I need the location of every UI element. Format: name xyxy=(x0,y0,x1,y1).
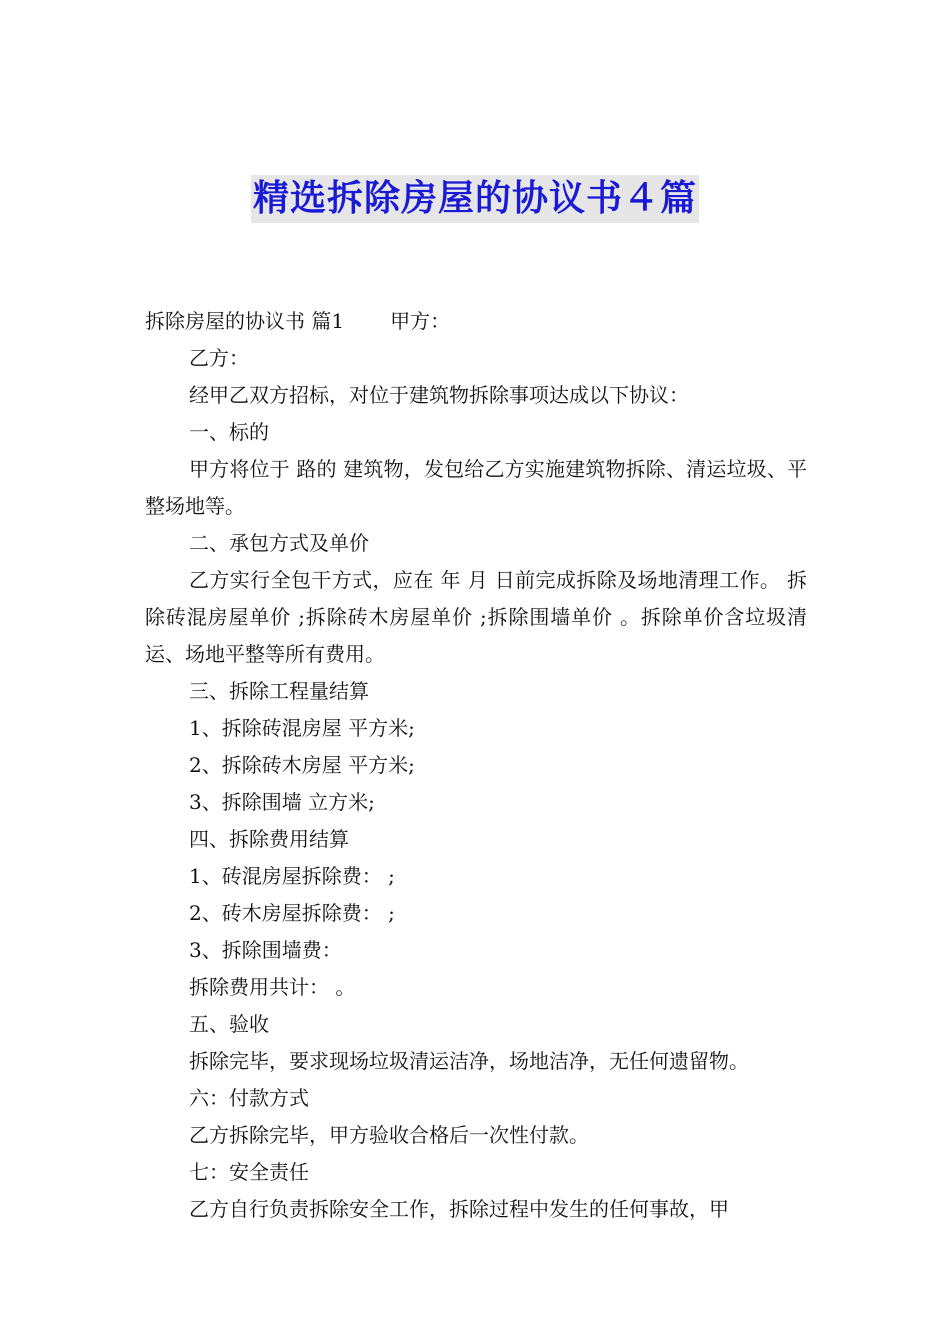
heading-contract-method: 二、承包方式及单价 xyxy=(189,531,369,555)
heading-acceptance: 五、验收 xyxy=(189,1012,269,1036)
heading-cost: 四、拆除费用结算 xyxy=(189,827,349,851)
paragraph-intro: 经甲乙双方招标，对位于建筑物拆除事项达成以下协议： xyxy=(189,383,689,407)
paragraph-acceptance: 拆除完毕，要求现场垃圾清运洁净，场地洁净，无任何遗留物。 xyxy=(189,1049,749,1073)
list-item: 3、拆除围墙费： xyxy=(189,938,342,962)
list-item: 2、砖木房屋拆除费： ; xyxy=(189,901,395,925)
heading-quantity: 三、拆除工程量结算 xyxy=(189,679,369,703)
paragraph-party-b: 乙方： xyxy=(189,346,249,370)
heading-safety: 七：安全责任 xyxy=(189,1160,309,1184)
list-item: 3、拆除围墙 立方米; xyxy=(189,790,375,814)
paragraph-payment: 乙方拆除完毕，甲方验收合格后一次性付款。 xyxy=(189,1123,589,1147)
paragraph-contract-method: 乙方实行全包干方式，应在 年 月 日前完成拆除及场地清理工作。 拆除砖混房屋单价 ;拆除砖木房屋单价 ;拆除围墙单价 。拆除单价含垃圾清运、场地平整等所有费用。 xyxy=(145,568,807,666)
heading-payment: 六：付款方式 xyxy=(189,1086,309,1110)
paragraph-subject: 甲方将位于 路的 建筑物，发包给乙方实施建筑物拆除、清运垃圾、平整场地等。 xyxy=(145,457,807,518)
paragraph-safety: 乙方自行负责拆除安全工作，拆除过程中发生的任何事故，甲 xyxy=(189,1197,729,1221)
section-heading: 拆除房屋的协议书 篇1 xyxy=(145,309,345,333)
paragraph-total-cost: 拆除费用共计： 。 xyxy=(189,975,356,999)
list-item: 1、砖混房屋拆除费： ; xyxy=(189,864,395,888)
first-line xyxy=(145,303,807,340)
document-body xyxy=(145,303,807,1228)
title-container xyxy=(0,175,950,223)
heading-subject: 一、标的 xyxy=(189,420,269,444)
document-title: 精选拆除房屋的协议书４篇 xyxy=(251,175,699,223)
list-item: 1、拆除砖混房屋 平方米; xyxy=(189,716,415,740)
party-a-label: 甲方： xyxy=(390,309,451,333)
list-item: 2、拆除砖木房屋 平方米; xyxy=(189,753,415,777)
